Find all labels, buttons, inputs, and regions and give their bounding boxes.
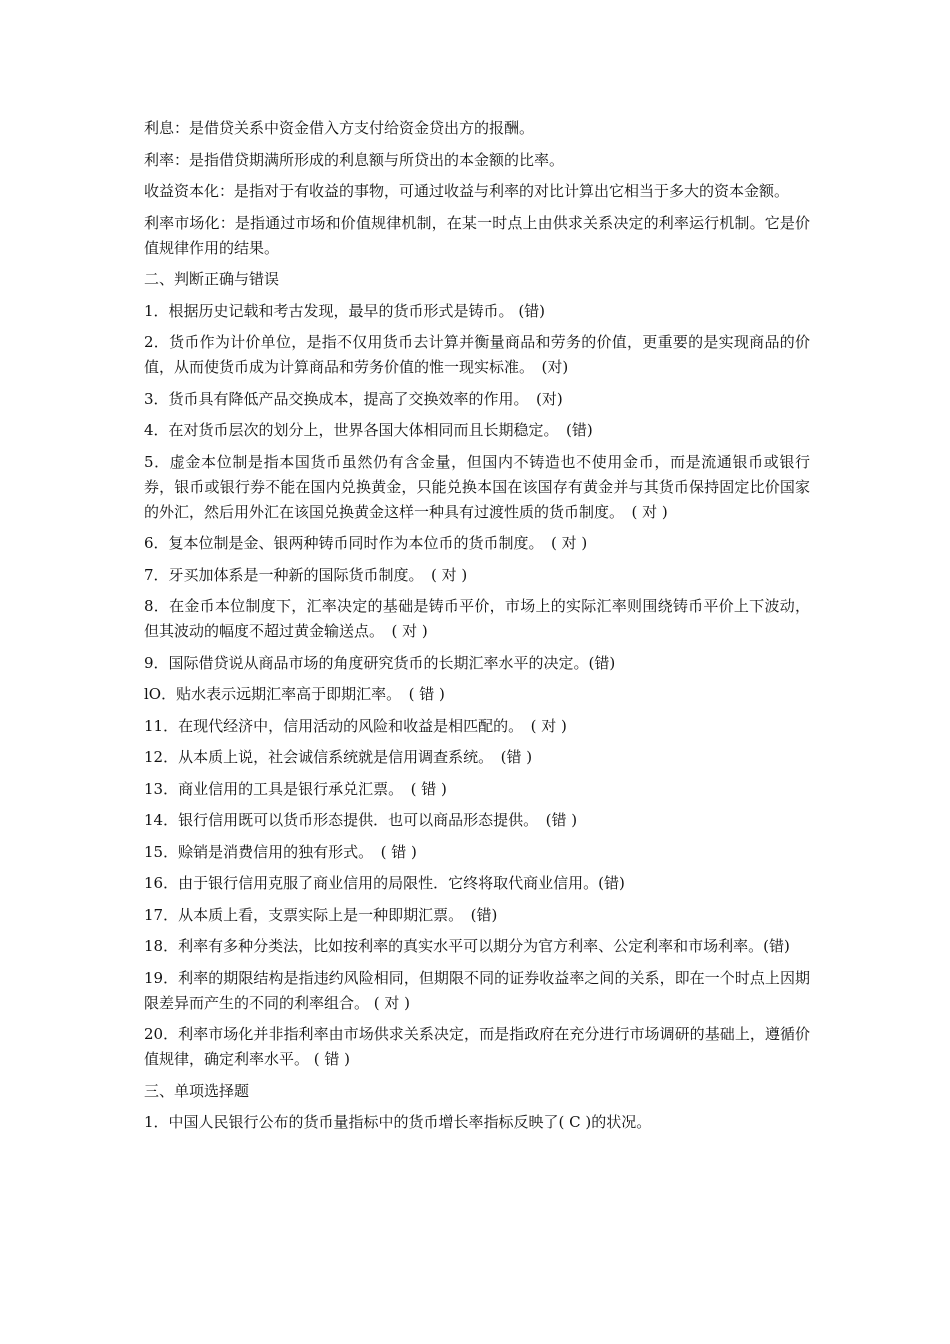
question-8: 8．在金币本位制度下，汇率决定的基础是铸币平价，市场上的实际汇率则围绕铸币平价上下波动，但其波动的幅度不超过黄金输送点。 ( 对 ) bbox=[144, 597, 810, 640]
question-19: 19．利率的期限结构是指违约风险相同，但期限不同的证券收益率之间的关系，即在一个时点上因期限差异而产生的不同的利率组合。 ( 对 ) bbox=[144, 968, 810, 1012]
question-11: 11．在现代经济中，信用活动的风险和收益是相匹配的。 ( 对 ) bbox=[144, 716, 567, 735]
question-2: 2．货币作为计价单位，是指不仅用货币去计算并衡量商品和劳务的价值，更重要的是实现商品的价值，从而使货币成为计算商品和劳务价值的惟一现实标准。 (对) bbox=[144, 333, 810, 376]
question-3: 3．货币具有降低产品交换成本，提高了交换效率的作用。 (对) bbox=[144, 389, 563, 408]
question-14: 14．银行信用既可以货币形态提供．也可以商品形态提供。 (错 ) bbox=[144, 811, 578, 829]
question-1: 1．根据历史记载和考古发现，最早的货币形式是铸币。 (错) bbox=[144, 301, 546, 320]
question-20: 20．利率市场化并非指利率由市场供求关系决定，而是指政府在充分进行市场调研的基础上，遵循价值规律，确定利率水平。 ( 错 ) bbox=[144, 1025, 810, 1068]
section-heading-true-false: 二、判断正确与错误 bbox=[144, 270, 280, 288]
question-15: 15．赊销是消费信用的独有形式。 ( 错 ) bbox=[144, 842, 417, 861]
question-9: 9．国际借贷说从商品市场的角度研究货币的长期汇率水平的决定。(错) bbox=[144, 653, 616, 672]
section-heading-single-choice: 三、单项选择题 bbox=[144, 1081, 250, 1100]
question-13: 13．商业信用的工具是银行承兑汇票。 ( 错 ) bbox=[144, 779, 447, 798]
question-5: 5．虚金本位制是指本国货币虽然仍有含金量，但国内不铸造也不使用金币，而是流通银币或银行券，银币或银行券不能在国内兑换黄金，只能兑换本国在该国存有黄金并与其货币保持固定比价国家的外汇，然后用外汇在该国兑换黄金这样一种具有过渡性质的货币制度。 ( 对 ) bbox=[144, 452, 810, 521]
document-page bbox=[144, 116, 810, 1142]
question-4: 4．在对货币层次的划分上，世界各国大体相同而且长期稳定。 (错) bbox=[144, 421, 593, 439]
question-12: 12．从本质上说，社会诚信系统就是信用调查系统。 (错 ) bbox=[144, 748, 533, 766]
definition-capitalization: 收益资本化：是指对于有收益的事物，可通过收益与利率的对比计算出它相当于多大的资本金额。 bbox=[144, 182, 790, 200]
question-6: 6．复本位制是金、银两种铸币同时作为本位币的货币制度。 ( 对 ) bbox=[144, 534, 588, 552]
question-16: 16．由于银行信用克服了商业信用的局限性．它终将取代商业信用。(错) bbox=[144, 874, 625, 892]
question-7: 7．牙买加体系是一种新的国际货币制度。 ( 对 ) bbox=[144, 565, 468, 584]
question-18: 18．利率有多种分类法，比如按利率的真实水平可以期分为官方利率、公定利率和市场利率。(错) bbox=[144, 937, 790, 955]
choice-question-1: 1．中国人民银行公布的货币量指标中的货币增长率指标反映了( C )的状况。 bbox=[144, 1113, 652, 1131]
definition-interest: 利息：是借贷关系中资金借入方支付给资金贷出方的报酬。 bbox=[144, 119, 535, 137]
definition-interest-rate: 利率：是指借贷期满所形成的利息额与所贷出的本金额的比率。 bbox=[144, 150, 565, 169]
question-17: 17．从本质上看，支票实际上是一种即期汇票。 (错) bbox=[144, 905, 498, 924]
question-10: lO．贴水表示远期汇率高于即期汇率。 ( 错 ) bbox=[144, 685, 445, 703]
definition-rate-marketization: 利率市场化：是指通过市场和价值规律机制，在某一时点上由供求关系决定的利率运行机制。它是价值规律作用的结果。 bbox=[144, 213, 810, 257]
